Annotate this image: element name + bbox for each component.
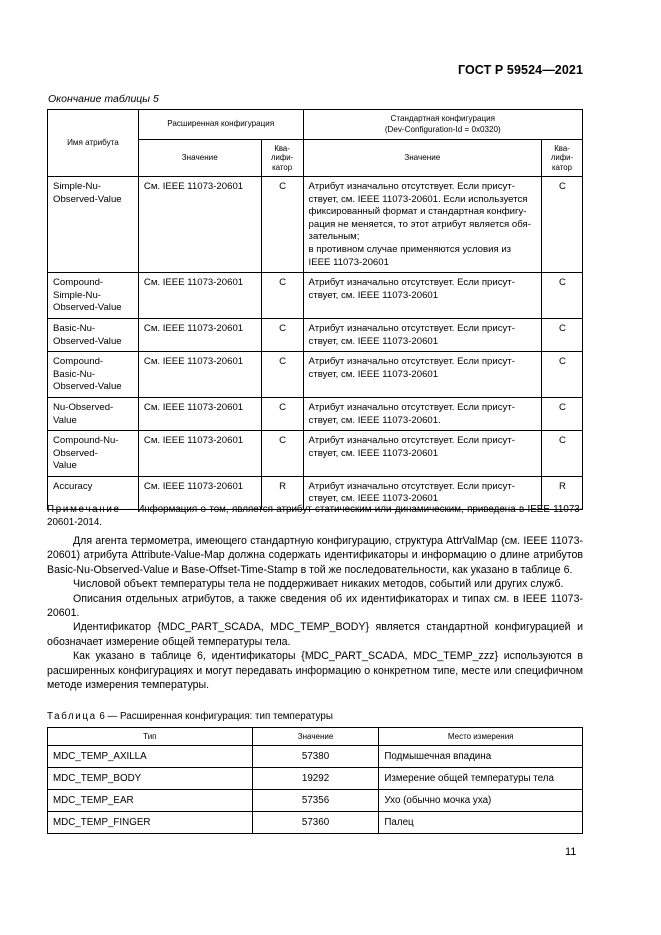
table6-row xyxy=(48,790,583,812)
standard-qualifier-cell: C xyxy=(542,273,583,319)
attribute-name-line: Observed-Value xyxy=(53,302,122,314)
table5-row xyxy=(48,431,583,477)
standard-value-cell xyxy=(303,397,541,430)
header-extended-config: Расширенная конфигурация xyxy=(138,110,303,140)
standard-value-line: ствует, см. IEEE 11073-20601. xyxy=(308,414,441,426)
paragraph: Описания отдельных атрибутов, а также сведения об их идентификаторах и типах см. в IEEE 11073-20601. xyxy=(47,592,583,620)
attribute-name-line: Accuracy xyxy=(53,480,93,492)
standard-qualifier-cell: C xyxy=(542,431,583,477)
attribute-name-line: Compound- xyxy=(53,356,104,368)
attribute-name-cell xyxy=(48,177,139,273)
standard-qualifier-cell: C xyxy=(542,177,583,273)
header-standard-config-id: (Dev-Configuration-Id = 0x0320) xyxy=(384,124,501,134)
standard-value-line: ствует, см. IEEE 11073-20601 xyxy=(308,289,439,301)
value-cell: 57360 xyxy=(252,812,379,834)
extended-value-cell: См. IEEE 11073-20601 xyxy=(138,352,261,398)
extended-qualifier-cell: R xyxy=(261,476,303,509)
extended-value-cell: См. IEEE 11073-20601 xyxy=(138,273,261,319)
header-attribute-name: Имя атрибута xyxy=(48,110,139,177)
attribute-name-line: Observed- xyxy=(53,447,98,459)
qualifier-line: лифи- xyxy=(550,153,574,163)
extended-value-cell: См. IEEE 11073-20601 xyxy=(138,476,261,509)
attribute-name-line: Value xyxy=(53,414,77,426)
table6-caption xyxy=(47,711,333,722)
header-std-qualifier xyxy=(542,140,583,177)
standard-qualifier-cell: R xyxy=(542,476,583,509)
note-text: — Информация о том, является атрибут статическим или динамическим, приведена в IEEE 11073-20601-2014. xyxy=(47,504,583,529)
temperature-type-table xyxy=(47,727,583,834)
attribute-name-line: Basic-Nu- xyxy=(53,322,96,334)
attribute-name-line: Observed-Value xyxy=(53,193,122,205)
standard-qualifier-cell: C xyxy=(542,352,583,398)
attribute-name-line: Basic-Nu- xyxy=(53,368,96,380)
standard-value-line: ствует, см. IEEE 11073-20601 xyxy=(308,335,439,347)
attribute-name-line: Observed-Value xyxy=(53,381,122,393)
extended-qualifier-cell: C xyxy=(261,273,303,319)
standard-value-line: Атрибут изначально отсутствует. Если присут- xyxy=(308,401,515,413)
attribute-name-cell xyxy=(48,273,139,319)
location-cell: Измерение общей температуры тела xyxy=(379,768,583,790)
location-cell: Палец xyxy=(379,812,583,834)
attribute-name-line: Simple-Nu- xyxy=(53,289,101,301)
type-cell: MDC_TEMP_EAR xyxy=(48,790,253,812)
table5-row xyxy=(48,273,583,319)
qualifier-line: катор xyxy=(552,162,572,172)
type-cell: MDC_TEMP_FINGER xyxy=(48,812,253,834)
table5-row xyxy=(48,177,583,273)
header-standard-config-title: Стандартная конфигурация xyxy=(390,114,496,124)
attribute-name-line: Nu-Observed- xyxy=(53,401,114,413)
table5-caption: Окончание таблицы 5 xyxy=(48,93,159,105)
value-cell: 19292 xyxy=(252,768,379,790)
standard-value-cell xyxy=(303,177,541,273)
paragraph: Как указано в таблице 6, идентификаторы {MDC_PART_SCADA, MDC_TEMP_zzz} используются в расширенных конфигурациях и могут передавать информацию о конкретном типе, месте или специфичном методе измерения температуры. xyxy=(47,650,583,692)
qualifier-line: Ква- xyxy=(274,143,290,153)
standard-value-line: ствует, см. IEEE 11073-20601 xyxy=(308,368,439,380)
standard-value-cell xyxy=(303,431,541,477)
table5-body xyxy=(48,177,583,510)
page-number: 11 xyxy=(565,846,577,858)
attributes-table xyxy=(47,109,583,510)
location-cell: Подмышечная впадина xyxy=(379,746,583,768)
table6-body xyxy=(48,746,583,834)
attribute-name-line: Observed-Value xyxy=(53,335,122,347)
standard-value-line: зательным; xyxy=(308,231,360,243)
table5-header-row xyxy=(48,110,583,140)
body-paragraphs xyxy=(47,534,583,692)
table6-row xyxy=(48,768,583,790)
header-location: Место измерения xyxy=(379,728,583,746)
extended-qualifier-cell: C xyxy=(261,397,303,430)
attribute-name-line: Simple-Nu- xyxy=(53,181,101,192)
note-label: Примечание xyxy=(47,504,121,515)
standard-value-line: ствует, см. IEEE 11073-20601 xyxy=(308,447,439,459)
extended-qualifier-cell: C xyxy=(261,352,303,398)
standard-value-line: Атрибут изначально отсутствует. Если присут- xyxy=(308,277,515,289)
standard-value-line: IEEE 11073-20601 xyxy=(308,256,389,268)
table6-row xyxy=(48,746,583,768)
table5-row xyxy=(48,352,583,398)
extended-value-cell: См. IEEE 11073-20601 xyxy=(138,177,261,273)
table6-caption-text: 6 — Расширенная конфигурация: тип температуры xyxy=(96,711,333,722)
type-cell: MDC_TEMP_AXILLA xyxy=(48,746,253,768)
qualifier-line: катор xyxy=(272,162,293,172)
standard-value-line: фиксированный формат и стандартная конфигу- xyxy=(308,206,527,218)
attribute-name-line: Value xyxy=(53,460,77,472)
location-cell: Ухо (обычно мочка уха) xyxy=(379,790,583,812)
extended-value-cell: См. IEEE 11073-20601 xyxy=(138,397,261,430)
table5-row xyxy=(48,397,583,430)
attribute-name-cell xyxy=(48,431,139,477)
standard-qualifier-cell: C xyxy=(542,397,583,430)
standard-value-line: Атрибут изначально отсутствует. Если присут- xyxy=(308,356,515,368)
paragraph: Идентификатор {MDC_PART_SCADA, MDC_TEMP_BODY} является стандартной конфигурацией и обозначает измерение общей температуры тела. xyxy=(47,621,583,648)
standard-qualifier-cell: C xyxy=(542,318,583,351)
standard-value-line: Атрибут изначально отсутствует. Если присут- xyxy=(308,435,515,447)
attribute-name-cell xyxy=(48,397,139,430)
header-std-value: Значение xyxy=(303,140,541,177)
extended-qualifier-cell: C xyxy=(261,431,303,477)
qualifier-line: лифи- xyxy=(270,153,294,163)
standard-value-cell xyxy=(303,318,541,351)
value-cell: 57380 xyxy=(252,746,379,768)
extended-value-cell: См. IEEE 11073-20601 xyxy=(138,431,261,477)
standard-value-line: в противном случае применяются условия из xyxy=(308,243,512,255)
qualifier-line: Ква- xyxy=(554,143,570,153)
table6-caption-label: Таблица xyxy=(47,711,97,722)
table5-note xyxy=(47,503,583,529)
standard-value-line: Атрибут изначально отсутствует. Если присут- xyxy=(308,181,515,192)
standard-value-line: Атрибут изначально отсутствует. Если присут- xyxy=(308,322,515,334)
header-value: Значение xyxy=(252,728,379,746)
attribute-name-cell xyxy=(48,352,139,398)
header-standard-config xyxy=(303,110,582,140)
standard-value-line: ствует, см. IEEE 11073-20601. Если используется xyxy=(308,193,528,205)
standard-value-line: Атрибут изначально отсутствует. Если присут- xyxy=(308,480,515,492)
attribute-name-line: Compound-Nu- xyxy=(53,435,119,447)
standard-value-cell xyxy=(303,352,541,398)
extended-qualifier-cell: C xyxy=(261,177,303,273)
attribute-name-cell xyxy=(48,318,139,351)
header-type: Тип xyxy=(48,728,253,746)
standard-number: ГОСТ Р 59524—2021 xyxy=(457,63,583,77)
paragraph: Для агента термометра, имеющего стандартную конфигурацию, структура AttrValMap (см. IEEE 11073-20601) атрибута Attribute-Value-Map должна содержать идентификаторы и информацию о длине атрибутов Basic-Nu-Observed-Value и Base-Offset-Time-Stamp в той же последовательности, как указано в таблице 6. xyxy=(47,535,583,576)
standard-value-line: ствует, см. IEEE 11073-20601 xyxy=(308,493,439,505)
extended-qualifier-cell: C xyxy=(261,318,303,351)
standard-value-line: рация не меняется, то этот атрибут является обя- xyxy=(308,218,531,230)
value-cell: 57356 xyxy=(252,790,379,812)
attribute-name-line: Compound- xyxy=(53,277,104,289)
standard-value-cell xyxy=(303,273,541,319)
header-ext-qualifier xyxy=(261,140,303,177)
paragraph: Числовой объект температуры тела не поддерживает никаких методов, событий или других служб. xyxy=(73,578,564,591)
table6-header-row xyxy=(48,728,583,746)
table5-row xyxy=(48,318,583,351)
header-ext-value: Значение xyxy=(138,140,261,177)
table6-row xyxy=(48,812,583,834)
extended-value-cell: См. IEEE 11073-20601 xyxy=(138,318,261,351)
type-cell: MDC_TEMP_BODY xyxy=(48,768,253,790)
